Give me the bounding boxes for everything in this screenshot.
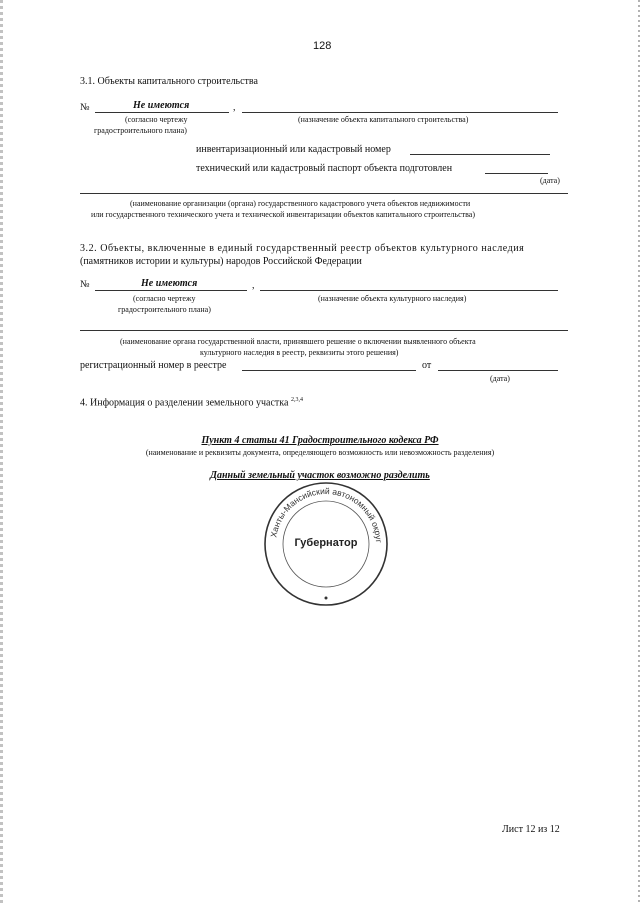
document-reference-caption: (наименование и реквизиты документа, определяющего возможность или невозможность разделения) <box>145 448 495 457</box>
authority-caption-2: культурного наследия в реестр, реквизиты этого решения) <box>200 348 399 357</box>
object-purpose-caption: (назначение объекта капитального строительства) <box>298 115 469 124</box>
object-number-underline <box>95 112 229 113</box>
passport-date-underline <box>485 173 548 174</box>
registry-number-label: регистрационный номер в реестре <box>80 360 227 371</box>
document-reference: Пункт 4 статьи 41 Градостроительного кодекса РФ <box>201 435 439 446</box>
sheet-number: Лист 12 из 12 <box>502 824 560 835</box>
passport-label: технический или кадастровый паспорт объекта подготовлен <box>196 163 453 174</box>
drawing-caption-1: (согласно чертежу <box>125 115 188 124</box>
inventory-number-label: инвентаризационный или кадастровый номер <box>196 144 391 155</box>
seal-dot <box>325 597 328 600</box>
page-number: 128 <box>313 40 332 52</box>
heritage-drawing-caption-2: градостроительного плана) <box>118 305 211 314</box>
heritage-number-underline <box>95 290 247 291</box>
division-conclusion: Данный земельный участок возможно разделить <box>210 470 430 481</box>
object-number-value: Не имеются <box>133 100 190 111</box>
registry-from-label: от <box>422 360 432 371</box>
heritage-number-value: Не имеются <box>141 278 198 289</box>
section-3-2-heading-2: (памятников истории и культуры) народов Российской Федерации <box>80 256 362 267</box>
authority-underline <box>80 330 568 331</box>
heritage-purpose-caption: (назначение объекта культурного наследия) <box>318 294 467 303</box>
section-4-heading <box>80 397 303 408</box>
registry-number-underline <box>242 370 416 371</box>
registry-date-underline <box>438 370 558 371</box>
passport-date-caption: (дата) <box>540 176 560 185</box>
footnote-refs: 2,3,4 <box>290 397 303 403</box>
authority-caption-1: (наименование органа государственной власти, принявшего решение о включении выявленного объекта <box>120 337 476 346</box>
org-underline <box>80 193 568 194</box>
heritage-number-label: № <box>80 279 90 290</box>
inventory-number-underline <box>410 154 550 155</box>
seal-center-text: Губернатор <box>294 537 358 549</box>
heritage-comma: , <box>252 280 255 291</box>
comma: , <box>233 102 236 113</box>
seal-ring-text: Ханты-Мансийский автономный округ <box>268 485 385 544</box>
official-seal <box>262 480 390 608</box>
object-purpose-underline <box>242 112 558 113</box>
object-number-label: № <box>80 102 90 113</box>
drawing-caption-2: градостроительного плана) <box>94 126 187 135</box>
heritage-drawing-caption-1: (согласно чертежу <box>133 294 196 303</box>
section-4-heading-text: 4. Информация о разделении земельного участка <box>80 397 289 409</box>
org-caption-2: или государственного технического учета и технической инвентаризации объектов капитального строительства) <box>91 210 476 219</box>
section-3-2-heading-1: 3.2. Объекты, включенные в единый государственный реестр объектов культурного наследия <box>80 243 525 254</box>
org-caption-1: (наименование организации (органа) государственного кадастрового учета объектов недвижимости <box>130 199 471 208</box>
section-3-1-heading: 3.1. Объекты капитального строительства <box>80 76 258 87</box>
heritage-purpose-underline <box>260 290 558 291</box>
registry-date-caption: (дата) <box>490 374 510 383</box>
